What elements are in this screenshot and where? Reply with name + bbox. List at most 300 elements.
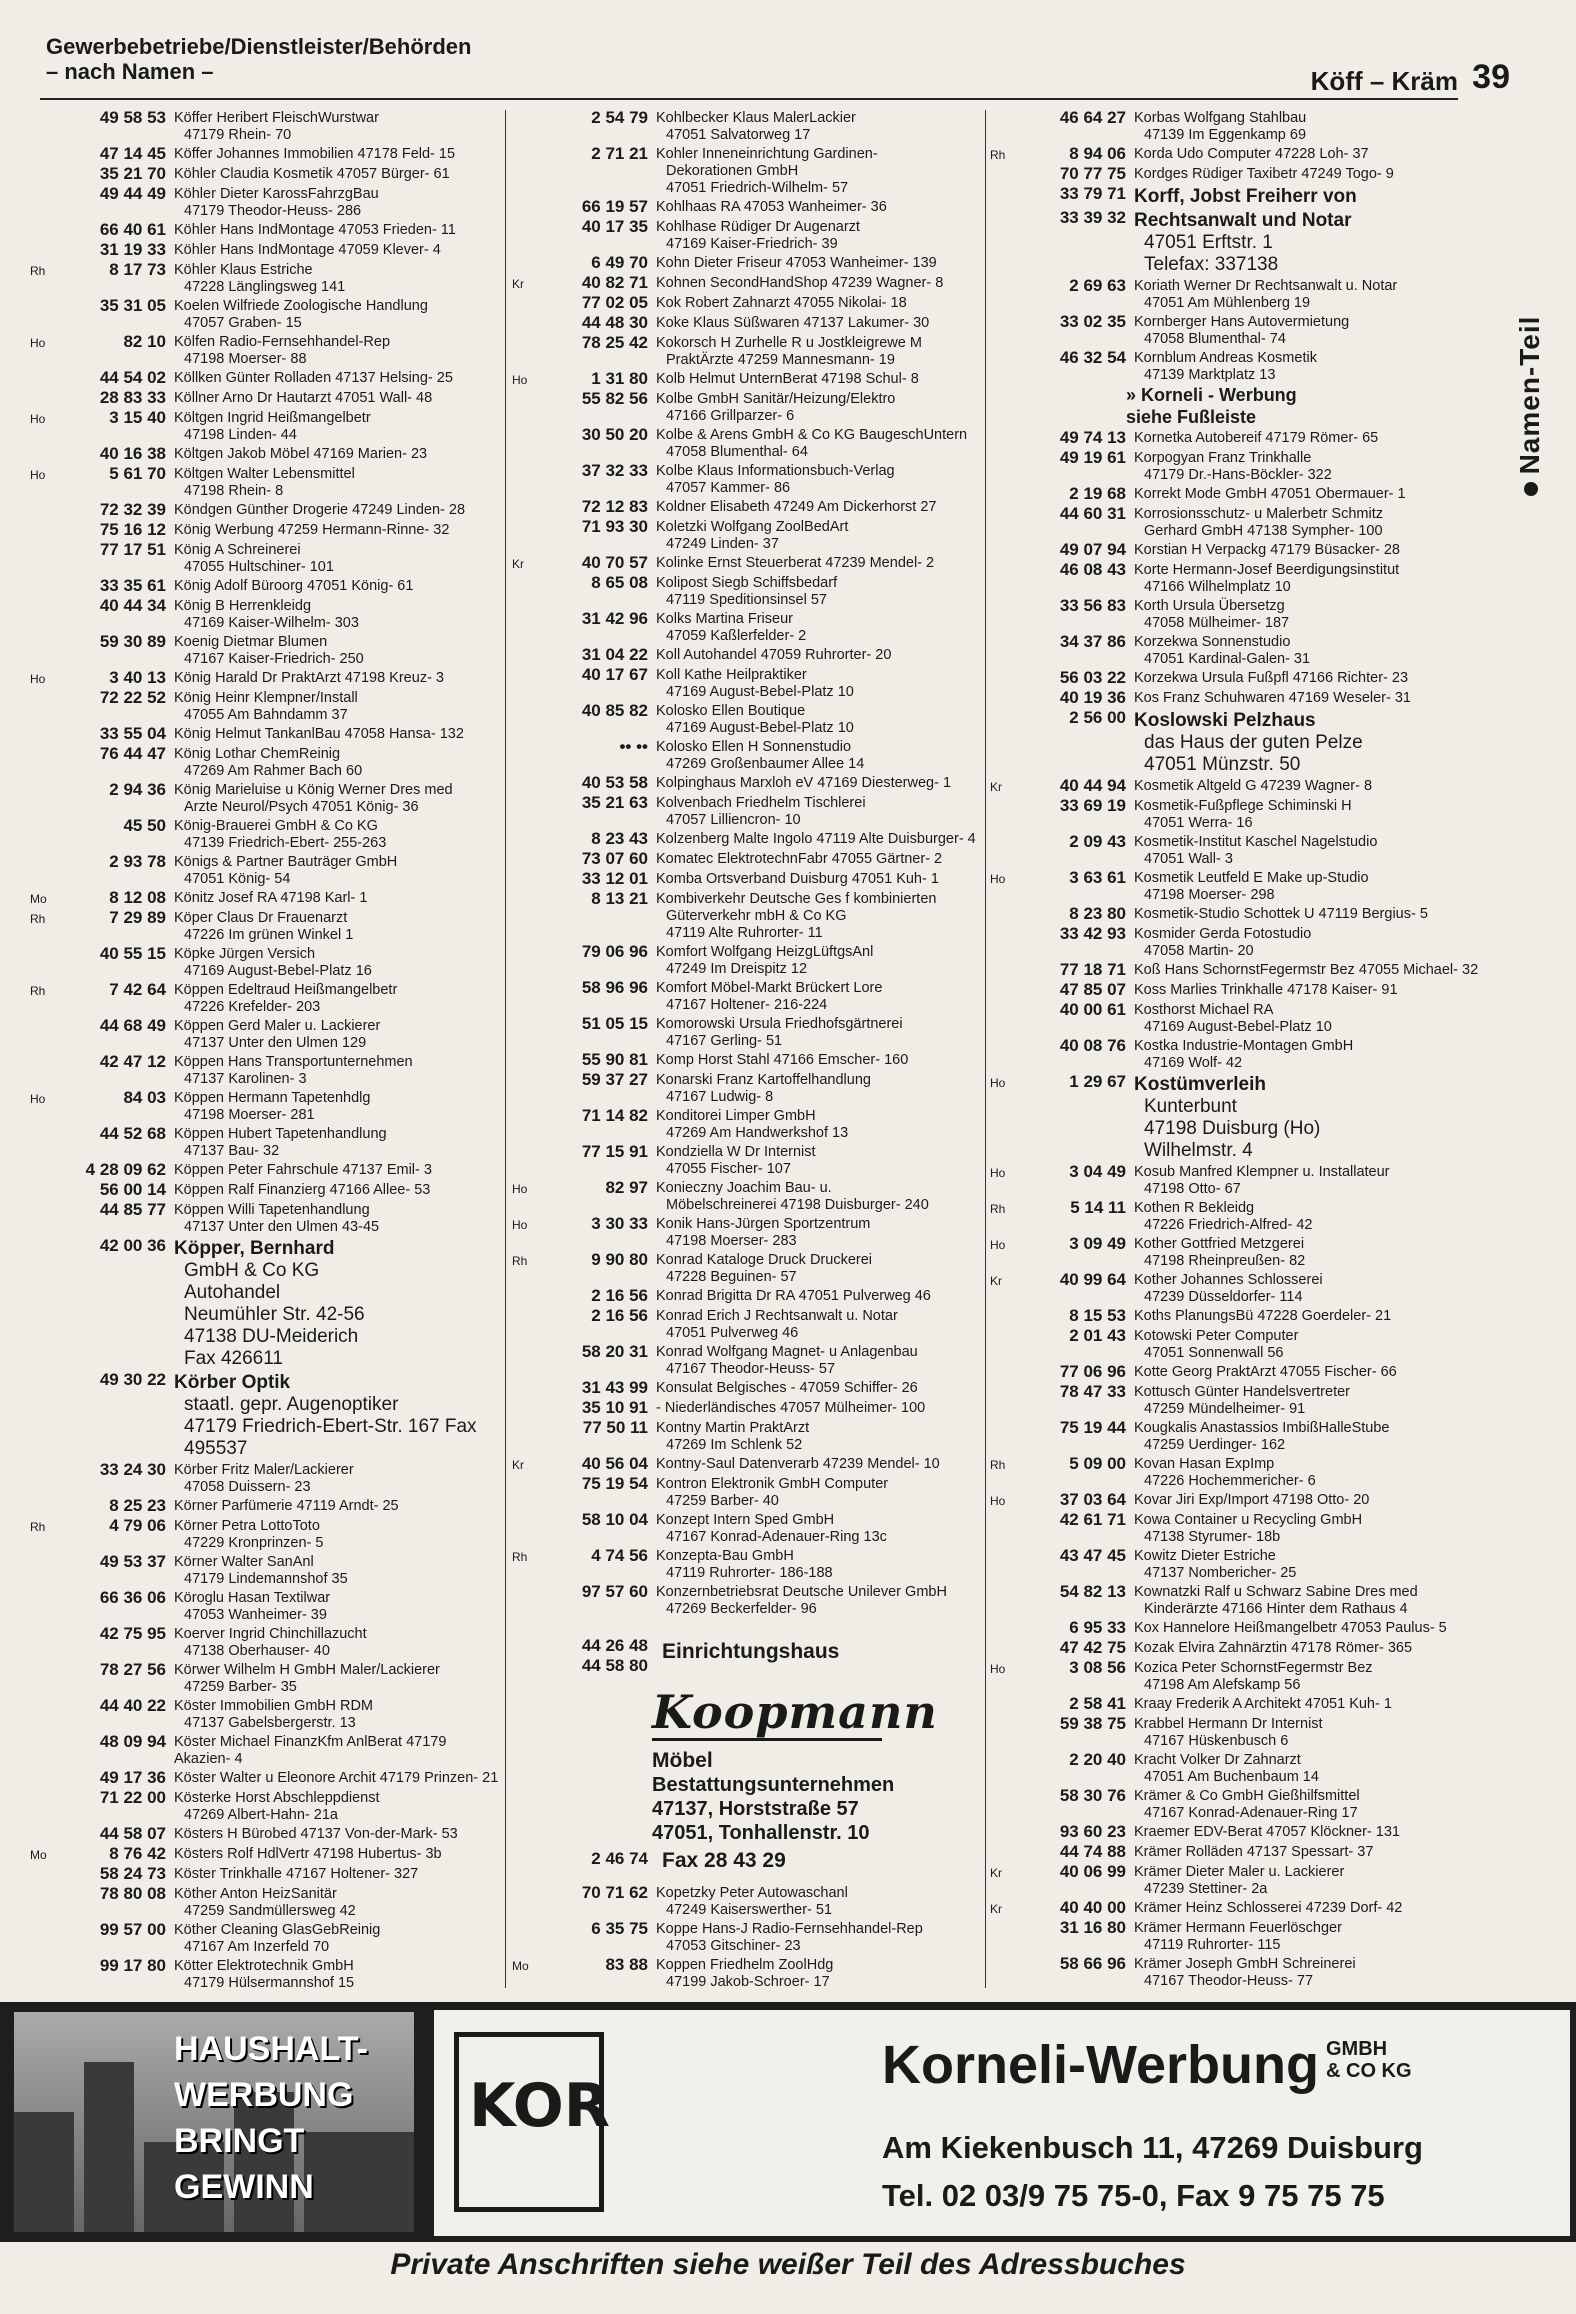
- entry-text: [656, 829, 982, 848]
- district-code: [512, 1398, 536, 1402]
- district-code: [512, 197, 536, 201]
- district-code: Ho: [30, 412, 46, 426]
- phone-number: 2 54 79: [591, 108, 648, 127]
- district-code: [512, 978, 536, 982]
- district-code: Kr: [512, 1458, 524, 1472]
- listing-entry: [30, 500, 500, 520]
- entry-text: [1134, 108, 1480, 144]
- listing-entry: [30, 632, 500, 668]
- entry-detail: 47051 Am Buchenbaum 14: [1144, 1769, 1319, 1785]
- district-code: [512, 1919, 536, 1923]
- phone-number: 8 76 42: [109, 1844, 166, 1863]
- phone-number: 33 35 61: [99, 576, 166, 595]
- entry-text: [1134, 1862, 1480, 1898]
- entry-name: Konarski Franz Kartoffelhandlung: [656, 1072, 871, 1088]
- listing-entry: [990, 1714, 1480, 1750]
- entry-detail: 47179 Theodor-Heuss- 286: [184, 203, 362, 219]
- phone-number: 8 17 73: [109, 260, 166, 279]
- phone-number: 55 90 81: [581, 1050, 648, 1069]
- entry-name: Kordges Rüdiger Taxibetr 47249 Togo- 9: [1134, 166, 1394, 182]
- district-code: [512, 829, 536, 833]
- district-code: [30, 184, 54, 188]
- listing-entry: [990, 1786, 1480, 1822]
- phone-number: 59 38 75: [1059, 1714, 1126, 1733]
- district-code: [990, 596, 1014, 600]
- district-code: Rh: [990, 148, 1006, 162]
- banner-left-text: [174, 2026, 368, 2210]
- district-code: [990, 428, 1014, 432]
- listing-entry: [30, 144, 500, 164]
- district-code: [30, 1588, 54, 1592]
- listing-entry: [512, 333, 982, 369]
- entry-name: Köppen Peter Fahrschule 47137 Emil- 3: [174, 1162, 432, 1178]
- entry-name: Kohler Inneneinrichtung Gardinen-: [656, 146, 878, 162]
- district-code: [990, 1510, 1014, 1514]
- district-code: [512, 253, 536, 257]
- entry-text: [656, 1418, 982, 1454]
- district-code: [990, 1382, 1014, 1386]
- banner-line: GEWINN: [174, 2168, 314, 2206]
- listing-entry: [30, 1732, 500, 1768]
- listing-entry: [512, 108, 982, 144]
- district-code: [990, 688, 1014, 692]
- phone-number: 77 18 71: [1059, 960, 1126, 979]
- entry-detail: 47269 Beckerfelder- 96: [666, 1601, 817, 1617]
- phone-number: 2 69 63: [1069, 276, 1126, 295]
- entry-text: [174, 108, 500, 144]
- note-line: » Korneli - Werbung: [1126, 385, 1297, 405]
- entry-name: Koldner Elisabeth 47249 Am Dickerhorst 27: [656, 499, 937, 515]
- district-code: [512, 517, 536, 521]
- entry-name: Kopetzky Peter Autowaschanl: [656, 1885, 848, 1901]
- entry-text: [1134, 1694, 1480, 1713]
- phone-number: 2 09 43: [1069, 832, 1126, 851]
- entry-text: [1134, 1714, 1480, 1750]
- korneli-address: Am Kiekenbusch 11, 47269 Duisburg: [882, 2130, 1423, 2165]
- entry-name: Köhler Dieter KarossFahrzgBau: [174, 186, 379, 202]
- listing-entry: [30, 1768, 500, 1788]
- entry-text: [174, 1160, 500, 1179]
- entry-text: [1134, 980, 1480, 999]
- district-code: [512, 333, 536, 337]
- phone-number: 31 42 96: [581, 609, 648, 628]
- phone-number: 99 17 80: [99, 1956, 166, 1975]
- listing-entry: [990, 108, 1480, 144]
- entry-name: Kohn Dieter Friseur 47053 Wanheimer- 139: [656, 255, 937, 271]
- advert-line: Bestattungsunternehmen: [652, 1774, 895, 1796]
- listing-entry: [30, 724, 500, 744]
- entry-name: Korrosionsschutz- u Malerbetr Schmitz: [1134, 506, 1383, 522]
- listing-entry: [30, 332, 500, 368]
- entry-detail: 47051 Sonnenwall 56: [1144, 1345, 1284, 1361]
- entry-text: [656, 573, 982, 609]
- entry-detail: 47058 Martin- 20: [1144, 943, 1254, 959]
- entry-text: [1134, 832, 1480, 868]
- listing-entry: [990, 1638, 1480, 1658]
- entry-text: [174, 888, 500, 907]
- entry-name: Köppen Ralf Finanzierg 47166 Allee- 53: [174, 1182, 431, 1198]
- entry-detail: 47226 Hochemmericher- 6: [1144, 1473, 1316, 1489]
- district-code: [30, 780, 54, 784]
- phone-number: 49 19 61: [1059, 448, 1126, 467]
- listing-entry: [512, 869, 982, 889]
- listing-entry: [990, 1234, 1480, 1270]
- entry-name: Kolosko Ellen H Sonnenstudio: [656, 739, 852, 755]
- entry-name: Kolks Martina Friseur: [656, 611, 793, 627]
- listing-entry: [30, 1088, 500, 1124]
- phone-number: 31 43 99: [581, 1378, 648, 1397]
- phone-number: 58 30 76: [1059, 1786, 1126, 1805]
- banner-household-advert: [14, 2012, 414, 2232]
- entry-text: [1134, 428, 1480, 447]
- district-code: [512, 1474, 536, 1478]
- entry-name: Köper Claus Dr Frauenarzt: [174, 910, 348, 926]
- entry-name: Köpke Jürgen Versich: [174, 946, 316, 962]
- phone-number: 8 25 23: [109, 1496, 166, 1515]
- listing-entry: [30, 1884, 500, 1920]
- entry-detail: 47269 Großenbaumer Allee 14: [666, 756, 865, 772]
- district-code: [30, 1236, 54, 1240]
- entry-detail: 47051 Münzstr. 50: [1144, 754, 1301, 775]
- entry-name: Korth Ursula Übersetzg: [1134, 598, 1285, 614]
- district-code: [30, 444, 54, 448]
- district-code: [512, 1142, 536, 1146]
- district-code: [990, 164, 1014, 168]
- phone-number: 37 32 33: [581, 461, 648, 480]
- entry-name: Kontny Martin PraktArzt: [656, 1420, 810, 1436]
- category-line-2: – nach Namen –: [46, 59, 214, 84]
- entry-name: König-Brauerei GmbH & Co KG: [174, 818, 378, 834]
- entry-name: Köppen Hermann Tapetenhdlg: [174, 1090, 371, 1106]
- entry-text: [1134, 540, 1480, 559]
- listing-entry: [30, 408, 500, 444]
- listing-entry: [512, 1582, 982, 1618]
- district-code: [512, 942, 536, 946]
- phone-number: 40 19 36: [1059, 688, 1126, 707]
- company-form-line-2: & CO KG: [1326, 2060, 1412, 2082]
- entry-text: [1134, 796, 1480, 832]
- entry-text: [174, 1460, 500, 1496]
- entry-detail: 47058 Mülheimer- 187: [1144, 615, 1290, 631]
- district-code: [30, 220, 54, 224]
- district-code: [512, 665, 536, 669]
- listing-entry: [512, 497, 982, 517]
- entry-name: Konzepta-Bau GmbH: [656, 1548, 794, 1564]
- phone-number: 33 56 83: [1059, 596, 1126, 615]
- entry-name: Körner Parfümerie 47119 Arndt- 25: [174, 1498, 399, 1514]
- district-code: Mo: [512, 1959, 529, 1973]
- entry-text: [656, 389, 982, 425]
- entry-text: [656, 108, 982, 144]
- phone-number: 33 24 30: [99, 1460, 166, 1479]
- entry-detail: 47051 Friedrich-Wilhelm- 57: [666, 180, 849, 196]
- phone-number: 3 04 49: [1069, 1162, 1126, 1181]
- entry-detail: 47249 Linden- 37: [666, 536, 779, 552]
- entry-text: [1134, 904, 1480, 923]
- entry-name: Komfort Wolfgang HeizgLüftgsAnl: [656, 944, 874, 960]
- listing-entry: [990, 1000, 1480, 1036]
- listing-entry: [990, 428, 1480, 448]
- entry-detail: 47269 Im Schlenk 52: [666, 1437, 803, 1453]
- district-code: [30, 1956, 54, 1960]
- listing-entry: [30, 1160, 500, 1180]
- korneli-logo: [454, 2032, 611, 2212]
- entry-text: [656, 978, 982, 1014]
- district-code: [990, 504, 1014, 508]
- district-code: [512, 1106, 536, 1110]
- entry-name: König Helmut TankanlBau 47058 Hansa- 132: [174, 726, 464, 742]
- district-code: Ho: [30, 336, 46, 350]
- phone-number: 71 22 00: [99, 1788, 166, 1807]
- phone-number: 6 49 70: [591, 253, 648, 272]
- listing-entry: [990, 1822, 1480, 1842]
- phone-number: 40 00 61: [1059, 1000, 1126, 1019]
- listing-entry: [990, 1658, 1480, 1694]
- listing-entry: [30, 1200, 500, 1236]
- entry-text: [656, 1070, 982, 1106]
- entry-detail: 47198 Otto- 67: [1144, 1181, 1241, 1197]
- entry-name: Körner Walter SanAnl: [174, 1554, 314, 1570]
- district-code: Mo: [30, 1848, 47, 1862]
- entry-text: [174, 980, 500, 1016]
- district-code: [512, 793, 536, 797]
- listing-entry: [30, 780, 500, 816]
- listing-entry: [990, 1898, 1480, 1918]
- entry-name: Koriath Werner Dr Rechtsanwalt u. Notar: [1134, 278, 1398, 294]
- phone-number: 8 13 21: [591, 889, 648, 908]
- entry-name: Komba Ortsverband Duisburg 47051 Kuh- 1: [656, 871, 939, 887]
- entry-text: [174, 220, 500, 239]
- listing-entry: [990, 960, 1480, 980]
- entry-name: Kolosko Ellen Boutique: [656, 703, 806, 719]
- header-rule: [40, 98, 1458, 100]
- listing-entry: [30, 1124, 500, 1160]
- korneli-phone: Tel. 02 03/9 75 75-0, Fax 9 75 75 75: [882, 2178, 1385, 2213]
- listing-entry: [990, 796, 1480, 832]
- entry-name: Konrad Wolfgang Magnet- u Anlagenbau: [656, 1344, 918, 1360]
- district-code: [990, 560, 1014, 564]
- listing-column-2: [512, 108, 982, 1990]
- entry-name: Kombiverkehr Deutsche Ges f kombinierten: [656, 891, 937, 907]
- entry-name: Koppe Hans-J Radio-Fernsehhandel-Rep: [656, 1921, 923, 1937]
- district-code: Rh: [990, 1202, 1006, 1216]
- phone-number: 40 17 67: [581, 665, 648, 684]
- category-heading: [46, 34, 471, 84]
- entry-detail: 47198 Moerser- 298: [1144, 887, 1275, 903]
- district-code: [990, 540, 1014, 544]
- listing-entry: [30, 688, 500, 724]
- entry-detail: Dekorationen GmbH: [666, 163, 799, 179]
- entry-name: König Lothar ChemReinig: [174, 746, 341, 762]
- entry-text: [1134, 596, 1480, 632]
- phone-number: 58 96 96: [581, 978, 648, 997]
- footer-note: Private Anschriften siehe weißer Teil des Adressbuches: [390, 2248, 1186, 2281]
- entry-text: [1134, 276, 1480, 312]
- korneli-brand: Korneli-Werbung: [882, 2035, 1319, 2095]
- entry-name: Köppen Hans Transportunternehmen: [174, 1054, 413, 1070]
- entry-text: [174, 1956, 500, 1990]
- listing-entry: [512, 665, 982, 701]
- district-code: [30, 240, 54, 244]
- phone-number: 59 30 89: [99, 632, 166, 651]
- listing-entry: [990, 184, 1480, 208]
- phone-number: 42 00 36: [99, 1236, 166, 1255]
- entry-name: Körber Optik: [174, 1372, 291, 1393]
- phone-number: 33 55 04: [99, 724, 166, 743]
- entry-name: Kok Robert Zahnarzt 47055 Nikolai- 18: [656, 295, 907, 311]
- entry-text: [656, 144, 982, 197]
- listing-entry: [30, 1660, 500, 1696]
- district-code: Kr: [512, 557, 524, 571]
- entry-text: [174, 1200, 500, 1236]
- listing-entry: [512, 737, 982, 773]
- phone-number: 33 79 71: [1059, 184, 1126, 203]
- district-code: Ho: [30, 1092, 46, 1106]
- entry-text: [174, 1864, 500, 1883]
- entry-name: Krämer Heinz Schlosserei 47239 Dorf- 42: [1134, 1900, 1403, 1916]
- district-code: [990, 1822, 1014, 1826]
- phone-number: 66 36 06: [99, 1588, 166, 1607]
- phone-number: 40 16 38: [99, 444, 166, 463]
- entry-name: Kötter Elektrotechnik GmbH: [174, 1958, 354, 1974]
- entry-name: Komorowski Ursula Friedhofsgärtnerei: [656, 1016, 903, 1032]
- district-code: [30, 1160, 54, 1164]
- entry-text: [1134, 1454, 1480, 1490]
- entry-detail: 47179 Lindemannshof 35: [184, 1571, 348, 1587]
- district-code: [30, 1496, 54, 1500]
- district-code: [30, 688, 54, 692]
- entry-detail: 47249 Kaiserswerther- 51: [666, 1902, 833, 1918]
- entry-detail: 47198 Moerser- 88: [184, 351, 307, 367]
- listing-entry: [30, 908, 500, 944]
- entry-detail: 47259 Barber- 35: [184, 1679, 297, 1695]
- listing-entry: [512, 1919, 982, 1955]
- district-code: Kr: [990, 780, 1002, 794]
- phone-number: 72 22 52: [99, 688, 166, 707]
- phone-number: 2 93 78: [109, 852, 166, 871]
- phone-number: 8 12 08: [109, 888, 166, 907]
- entry-name: Konrad Erich J Rechtsanwalt u. Notar: [656, 1308, 898, 1324]
- entry-name: Kougkalis Anastassios ImbißHalleStube: [1134, 1420, 1390, 1436]
- banner-korneli-advert: [434, 2010, 1570, 2236]
- phone-number: 40 55 15: [99, 944, 166, 963]
- listing-entry: [30, 1624, 500, 1660]
- district-code: Ho: [990, 1238, 1006, 1252]
- entry-name: Kosthorst Michael RA: [1134, 1002, 1274, 1018]
- entry-text: [174, 1696, 500, 1732]
- entry-detail: 47167 Konrad-Adenauer-Ring 13c: [666, 1529, 887, 1545]
- entry-detail: 47166 Wilhelmplatz 10: [1144, 579, 1291, 595]
- entry-name: Kraemer EDV-Berat 47057 Klöckner- 131: [1134, 1824, 1400, 1840]
- phone-number: 58 66 96: [1059, 1954, 1126, 1973]
- district-code: Kr: [990, 1902, 1002, 1916]
- entry-name: Konzernbetriebsrat Deutsche Unilever GmbH: [656, 1584, 947, 1600]
- listing-entry: [30, 1864, 500, 1884]
- entry-detail: 47198 Moerser- 283: [666, 1233, 797, 1249]
- entry-detail: 47139 Friedrich-Ebert- 255-263: [184, 835, 387, 851]
- entry-text: [174, 908, 500, 944]
- district-code: [512, 1306, 536, 1310]
- entry-text: [656, 461, 982, 497]
- phone-number: 44 54 02: [99, 368, 166, 387]
- district-code: [990, 312, 1014, 316]
- phone-number: 83 88: [605, 1955, 648, 1974]
- entry-detail: 47055 Hultschiner- 101: [184, 559, 334, 575]
- listing-entry: [30, 464, 500, 500]
- entry-detail: 47055 Fischer- 107: [666, 1161, 791, 1177]
- entry-name: Kovan Hasan ExpImp: [1134, 1456, 1275, 1472]
- entry-name: Kolzenberg Malte Ingolo 47119 Alte Duisburger- 4: [656, 831, 976, 847]
- phone-number: 70 71 62: [581, 1883, 648, 1902]
- entry-text: [1134, 1786, 1480, 1822]
- entry-text: [174, 1732, 500, 1768]
- district-code: [990, 796, 1014, 800]
- entry-detail: 47169 Kaiser-Wilhelm- 303: [184, 615, 359, 631]
- entry-text: [174, 1088, 500, 1124]
- entry-text: [174, 1496, 500, 1515]
- listing-entry: [512, 1378, 982, 1398]
- district-code: [512, 108, 536, 112]
- entry-name: Kotowski Peter Computer: [1134, 1328, 1299, 1344]
- district-code: [512, 293, 536, 297]
- listing-entry: [30, 852, 500, 888]
- phone-number: 54 82 13: [1059, 1582, 1126, 1601]
- listing-entry: [512, 553, 982, 573]
- phone-number: 47 42 75: [1059, 1638, 1126, 1657]
- phone-number: 5 09 00: [1069, 1454, 1126, 1473]
- entry-detail: 47059 Kaßlerfelder- 2: [666, 628, 807, 644]
- entry-text: [1134, 184, 1480, 208]
- district-code: [30, 108, 54, 112]
- entry-text: [656, 425, 982, 461]
- district-code: Rh: [512, 1550, 528, 1564]
- listing-entry: [990, 144, 1480, 164]
- note-line: siehe Fußleiste: [1126, 407, 1257, 427]
- entry-detail: 47167 Theodor-Heuss- 57: [666, 1361, 836, 1377]
- entry-text: [174, 260, 500, 296]
- district-code: [30, 1200, 54, 1204]
- phone-number: 7 29 89: [109, 908, 166, 927]
- phone-number: 5 61 70: [109, 464, 166, 483]
- listing-entry: [990, 1954, 1480, 1990]
- entry-name: König B Herrenkleidg: [174, 598, 312, 614]
- district-code: [30, 1824, 54, 1828]
- phone-number: 33 42 93: [1059, 924, 1126, 943]
- phone-number: 4 74 56: [591, 1546, 648, 1565]
- district-code: Rh: [512, 1254, 528, 1268]
- entry-text: [1134, 144, 1480, 163]
- entry-name: Korzekwa Ursula Fußpfl 47166 Richter- 23: [1134, 670, 1409, 686]
- entry-text: [1134, 208, 1480, 276]
- district-code: Ho: [512, 1182, 528, 1196]
- phone-number: 45 50: [123, 816, 166, 835]
- entry-text: [656, 1546, 982, 1582]
- phone-number: 49 53 37: [99, 1552, 166, 1571]
- phone-number: 82 97: [605, 1178, 648, 1197]
- entry-text: [1134, 632, 1480, 668]
- entry-text: [1134, 1618, 1480, 1637]
- district-code: [512, 1070, 536, 1074]
- building-shape: [84, 2062, 134, 2232]
- entry-name: Korff, Jobst Freiherr von: [1134, 186, 1357, 207]
- district-code: [512, 737, 536, 741]
- entry-detail: 47137 Gabelsbergerstr. 13: [184, 1715, 356, 1731]
- district-code: Rh: [30, 264, 46, 278]
- listing-entry: [990, 504, 1480, 540]
- listing-entry: [512, 461, 982, 497]
- entry-detail: 47139 Marktplatz 13: [1144, 367, 1276, 383]
- entry-text: [656, 333, 982, 369]
